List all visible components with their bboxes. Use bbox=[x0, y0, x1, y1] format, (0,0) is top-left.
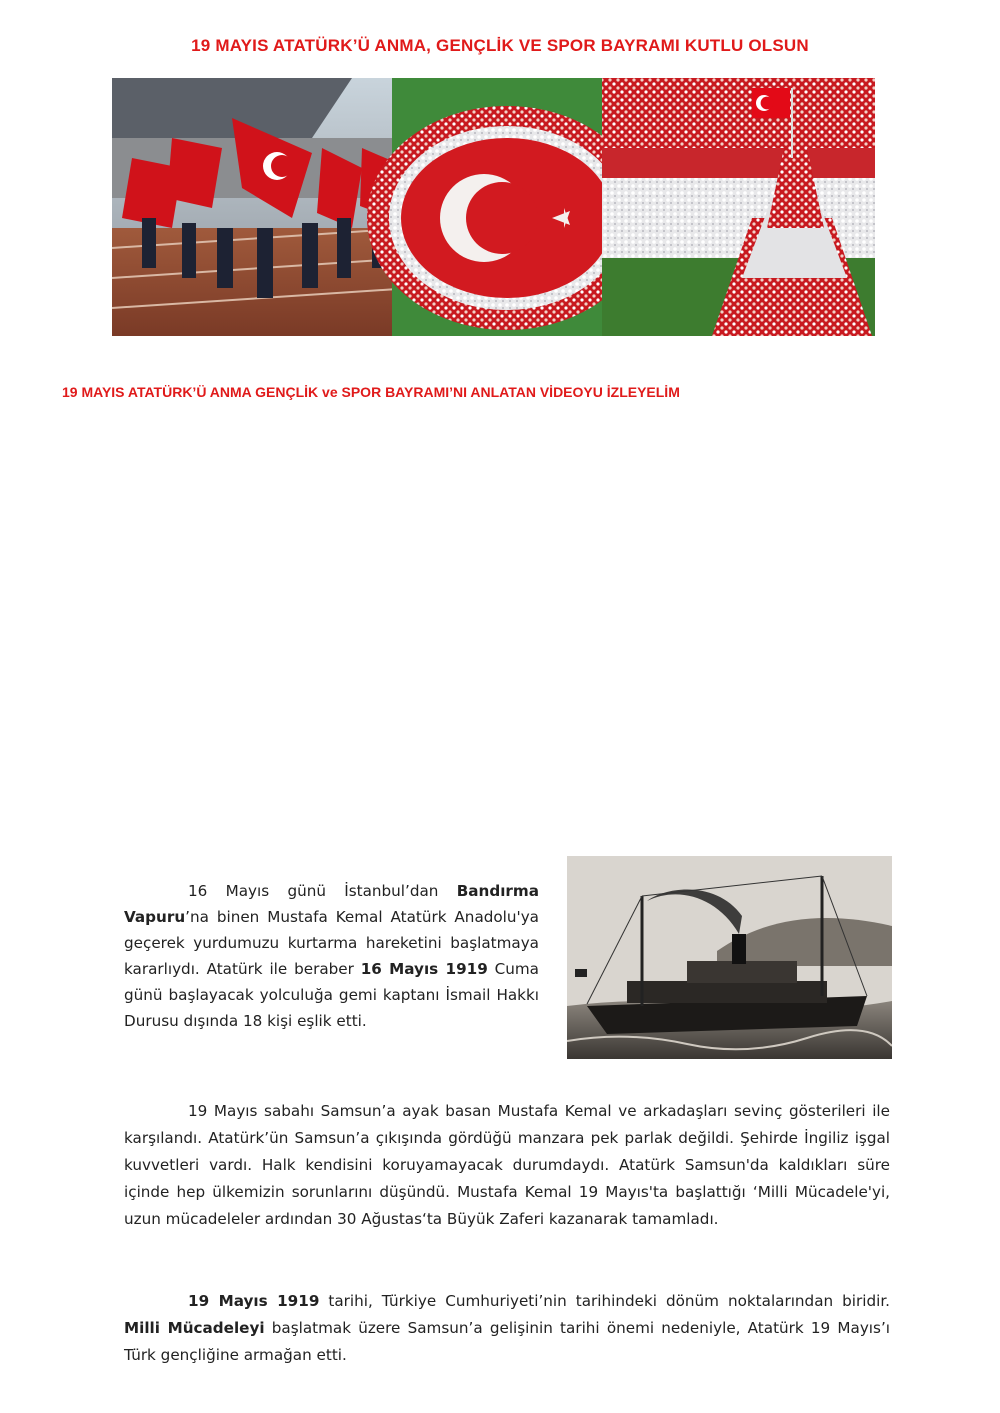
bold-segment: 16 Mayıs 1919 bbox=[360, 960, 488, 978]
text-segment: başlatmak üzere Samsun’a gelişinin tarihi önemi nedeniyle, Atatürk 19 Mayıs’ı Türk gençliğine armağan etti. bbox=[124, 1319, 890, 1364]
text-segment: 16 Mayıs günü İstanbul’dan bbox=[188, 882, 457, 900]
text-segment: ’na binen Mustafa Kemal Atatürk Anadolu'ya geçerek yurdumuzu kurtarma hareketini başlatmaya kararlıydı. Atatürk ile beraber bbox=[124, 908, 539, 978]
bold-segment: Bandırma Vapuru bbox=[124, 882, 539, 926]
history-section bbox=[124, 852, 894, 1370]
text-segment: Cuma günü başlayacak yolculuğa gemi kaptanı İsmail Hakkı Durusu dışında 18 kişi eşlik etti. bbox=[124, 960, 539, 1030]
paragraph-bandirma bbox=[124, 878, 539, 1034]
celebration-banner-image bbox=[112, 78, 875, 336]
bold-segment: 19 Mayıs 1919 bbox=[188, 1292, 320, 1310]
paragraph-significance bbox=[124, 1288, 890, 1369]
text-segment: tarihi, Türkiye Cumhuriyeti’nin tarihindeki dönüm noktalarından biridir. bbox=[319, 1292, 890, 1310]
bandirma-ship-image bbox=[567, 856, 892, 1059]
bold-segment: Milli Mücadeleyi bbox=[124, 1319, 265, 1337]
paragraph-samsun: 19 Mayıs sabahı Samsun’a ayak basan Mustafa Kemal ve arkadaşları sevinç gösterileri ile karşılandı. Atatürk’ün Samsun’a çıkışında gördüğü manzara pek parlak değildi. Şehirde İngiliz işgal kuvvetleri vardı. Halk kendisini koruyamayacak durumdaydı. Atatürk Samsun'da kaldıkları süre içinde hep ülkemizin sorunlarını düşündü. Mustafa Kemal 19 Mayıs'ta başlattığı ‘Milli Mücadele'yi, uzun mücadeleler ardından 30 Ağustas‘ta Büyük Zaferi kazanarak tamamladı. bbox=[124, 1102, 890, 1228]
page-title: 19 MAYIS ATATÜRK’Ü ANMA, GENÇLİK VE SPOR BAYRAMI KUTLU OLSUN bbox=[191, 36, 809, 55]
video-heading: 19 MAYIS ATATÜRK’Ü ANMA GENÇLİK ve SPOR BAYRAMI’NI ANLATAN VİDEOYU İZLEYELİM bbox=[62, 384, 680, 400]
